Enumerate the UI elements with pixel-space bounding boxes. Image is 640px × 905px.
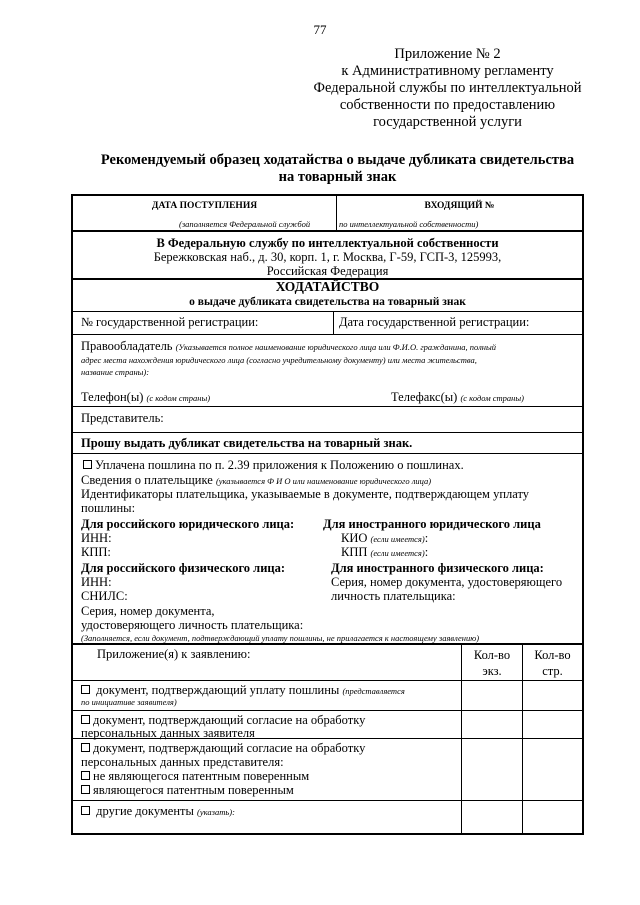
phone-note: (с кодом страны) [146, 393, 211, 403]
divider [73, 453, 582, 454]
kpp2-note: (если имеется) [370, 548, 425, 558]
appendix-line: Федеральной службы по интеллектуальной [313, 80, 582, 96]
payer-info-note: (указывается Ф И О или наименование юридического лица) [215, 476, 432, 486]
other-documents-note: (указать): [197, 807, 235, 817]
fee-paid-checkbox[interactable]: Уплачена пошлина по п. 2.39 приложения к Положению о пошлинах. [83, 458, 464, 472]
rightholder-label: Правообладатель [81, 339, 173, 353]
addressee-line: В Федеральную службу по интеллектуальной собственности [156, 236, 499, 250]
header-note-right: по интеллектуальной собственности) [339, 219, 479, 229]
foreign-person-heading: Для иностранного физического лица: [331, 561, 544, 575]
copies-header-line: Кол-во [473, 648, 511, 662]
foreign-id-document-line: Серия, номер документа, удостоверяющего [331, 575, 563, 589]
form-title [70, 152, 605, 186]
attachment-fee-document-label: документ, подтверждающий уплату пошлины [96, 683, 340, 697]
divider [73, 311, 582, 312]
divider [73, 800, 582, 801]
payment-footnote: (Заполняется, если документ, подтверждающий уплату пошлины, не прилагается к настоящему заявлению) [81, 633, 480, 643]
request-text: Прошу выдать дубликат свидетельства на товарный знак. [81, 436, 413, 450]
pages-header-line: Кол-во [534, 648, 571, 662]
inn-label: ИНН: [81, 575, 112, 589]
payer-info-row [81, 473, 431, 487]
inn-label: ИНН: [81, 531, 112, 545]
appendix-block [290, 46, 605, 131]
addressee-line: Бережковская наб., д. 30, корп. 1, г. Москва, Г-59, ГСП-3, 125993, [153, 250, 502, 264]
patent-attorney-checkbox[interactable]: являющегося патентным поверенным [81, 783, 294, 797]
kio-row [341, 531, 428, 545]
id-document-line: Серия, номер документа, [81, 604, 215, 618]
kio-label: КИО [341, 531, 368, 545]
payer-identifiers-line: Идентификаторы плательщика, указываемые в документе, подтверждающем уплату [81, 487, 530, 501]
appendix-line: Приложение № 2 [394, 46, 501, 62]
attachment-consent-representative-checkbox[interactable]: документ, подтверждающий согласие на обработку [81, 741, 365, 755]
form-title-line: на товарный знак [278, 169, 397, 185]
not-patent-attorney-checkbox[interactable]: не являющегося патентным поверенным [81, 769, 309, 783]
petition-heading: ХОДАТАЙСТВО [275, 279, 380, 294]
kpp-label: КПП: [81, 545, 111, 559]
kpp2-row [341, 545, 428, 559]
payer-identifiers-line: пошлины: [81, 501, 136, 515]
kpp2-colon: : [424, 545, 429, 559]
date-received-label: ДАТА ПОСТУПЛЕНИЯ [151, 201, 258, 211]
attachments-header: Приложение(я) к заявлению: [97, 647, 251, 661]
incoming-number-label: ВХОДЯЩИЙ № [424, 201, 495, 211]
other-documents-checkbox[interactable] [81, 804, 235, 818]
snils-label: СНИЛС: [81, 589, 128, 603]
attachment-consent-representative-line: персональных данных представителя: [81, 755, 284, 769]
id-document-line: удостоверяющего личность плательщика: [81, 618, 304, 632]
attachment-fee-document-checkbox[interactable] [81, 683, 405, 697]
pages-header-line: стр. [542, 664, 563, 678]
attachment-consent-applicant-line: персональных данных заявителя [81, 726, 255, 740]
divider [73, 710, 582, 711]
attachment-consent-applicant-checkbox[interactable]: документ, подтверждающий согласие на обработку [81, 713, 365, 727]
form-title-line: Рекомендуемый образец ходатайства о выдаче дубликата свидетельства [100, 152, 575, 168]
addressee-line: Российская Федерация [266, 264, 389, 278]
ru-person-heading: Для российского физического лица: [81, 561, 286, 575]
foreign-id-document-line: личность плательщика: [331, 589, 456, 603]
rightholder-note: название страны): [81, 367, 150, 377]
foreign-legal-heading: Для иностранного юридического лица [323, 517, 541, 531]
attachment-fee-document-note: по инициативе заявителя) [81, 697, 177, 707]
fax-row [391, 390, 524, 404]
phone-row [81, 390, 210, 404]
representative-label: Представитель: [81, 411, 164, 425]
pages-column-header [523, 647, 582, 679]
header-note-left: (заполняется Федеральной службой [179, 219, 311, 229]
divider [73, 406, 582, 407]
attachment-fee-document-note: (представляется [342, 686, 405, 696]
kpp2-label: КПП [341, 545, 368, 559]
phone-label: Телефон(ы) [81, 390, 144, 404]
appendix-line: собственности по предоставлению [339, 97, 556, 113]
registration-number-label: № государственной регистрации: [81, 315, 259, 329]
appendix-line: к Административному регламенту [341, 63, 554, 79]
copies-header-line: экз. [482, 664, 502, 678]
divider [73, 230, 582, 232]
kio-colon: : [424, 531, 429, 545]
divider [333, 311, 334, 334]
appendix-line: государственной услуги [373, 114, 522, 130]
divider [73, 643, 582, 645]
copies-column-header [462, 647, 522, 679]
divider [73, 680, 582, 681]
other-documents-label: другие документы [96, 804, 194, 818]
kio-note: (если имеется) [370, 534, 425, 544]
divider [73, 432, 582, 433]
divider [73, 334, 582, 335]
page-number: 77 [313, 22, 327, 37]
rightholder-row [81, 339, 496, 353]
application-form [71, 194, 584, 835]
registration-date-label: Дата государственной регистрации: [339, 315, 530, 329]
fax-label: Телефакс(ы) [391, 390, 458, 404]
petition-subheading: о выдаче дубликата свидетельства на товарный знак [189, 296, 466, 308]
payer-info-label: Сведения о плательщике [81, 473, 213, 487]
rightholder-note: (Указывается полное наименование юридического лица или Ф.И.О. гражданина, полный [175, 342, 497, 352]
ru-legal-heading: Для российского юридического лица: [81, 517, 295, 531]
fax-note: (с кодом страны) [460, 393, 524, 403]
rightholder-note: адрес места нахождения юридического лица (согласно учредительному документу) или места жительства, [81, 355, 477, 365]
